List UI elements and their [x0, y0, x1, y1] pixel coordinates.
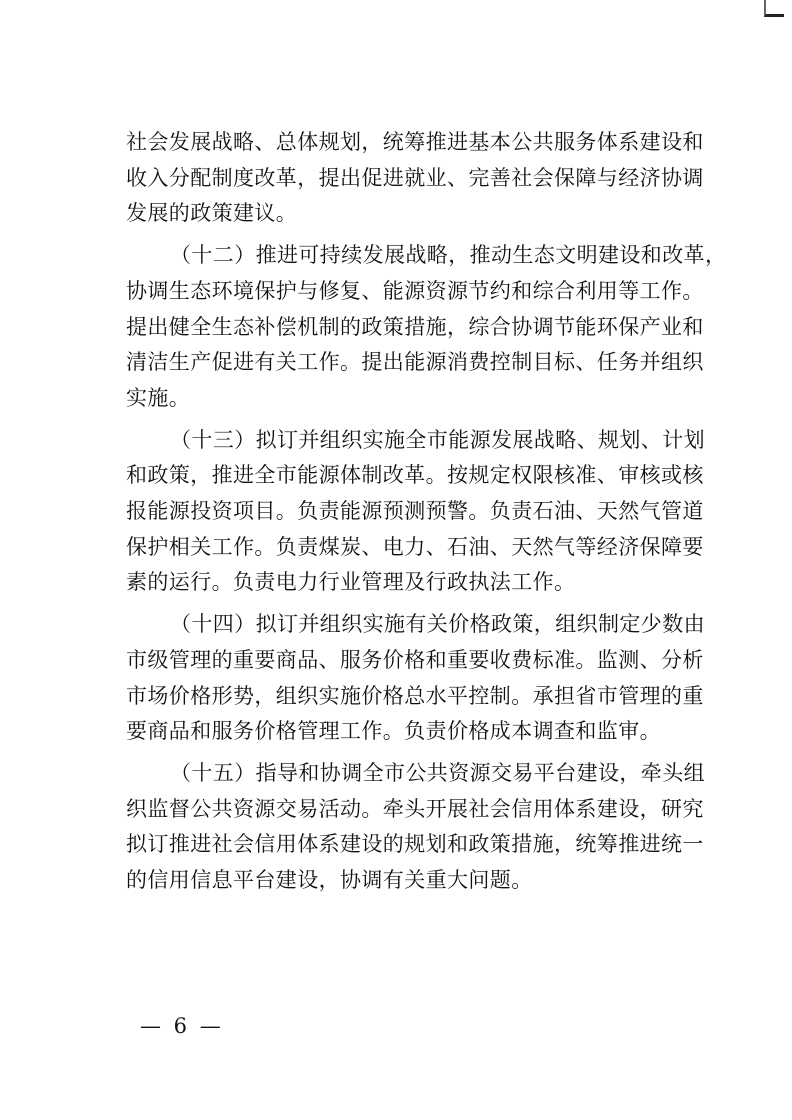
text-line: 织监督公共资源交易活动。牵头开展社会信用体系建设，研究 — [126, 796, 704, 821]
text-line: 拟订推进社会信用体系建设的规划和政策措施，统筹推进统一 — [126, 832, 704, 857]
text-line: 清洁生产促进有关工作。提出能源消费控制目标、任务并组织 — [126, 350, 704, 375]
paragraph-13 — [126, 423, 705, 602]
text-line: 收入分配制度改革，提出促进就业、完善社会保障与经济协调 — [126, 165, 704, 190]
text-line: 发展的政策建议。 — [126, 201, 298, 226]
text-line: 实施。 — [126, 385, 191, 410]
text-line: 保护相关工作。负责煤炭、电力、石油、天然气等经济保障要 — [126, 534, 704, 559]
text-line: （十三）拟订并组织实施全市能源发展战略、规划、计划 — [170, 427, 705, 452]
paragraph-15 — [126, 756, 705, 899]
text-line: 市级管理的重要商品、服务价格和重要收费标准。监测、分析 — [126, 647, 704, 672]
text-line: （十四）拟订并组织实施有关价格政策，组织制定少数由 — [170, 612, 705, 637]
text-line: 市场价格形势，组织实施价格总水平控制。承担省市管理的重 — [126, 683, 704, 708]
text-line: （十二）推进可持续发展战略，推动生态文明建设和改革， — [170, 243, 727, 268]
page-number: — 6 — — [140, 1014, 224, 1038]
text-line: 报能源投资项目。负责能源预测预警。负责石油、天然气管道 — [126, 499, 704, 524]
text-line: 提出健全生态补偿机制的政策措施，综合协调节能环保产业和 — [126, 314, 704, 339]
paragraph-1 — [126, 125, 704, 232]
text-line: 素的运行。负责电力行业管理及行政执法工作。 — [126, 570, 576, 595]
text-line: 社会发展战略、总体规划，统筹推进基本公共服务体系建设和 — [126, 130, 704, 154]
text-line: 协调生态环境保护与修复、能源资源节约和综合利用等工作。 — [126, 278, 704, 303]
text-line: 的信用信息平台建设，协调有关重大问题。 — [126, 868, 533, 893]
text-line: 要商品和服务价格管理工作。负责价格成本调查和监审。 — [126, 719, 661, 744]
paragraph-14 — [126, 607, 705, 750]
text-line: 和政策，推进全市能源体制改革。按规定权限核准、审核或核 — [126, 463, 704, 488]
scan-corner-mark — [764, 0, 784, 17]
text-line: （十五）指导和协调全市公共资源交易平台建设，牵头组 — [170, 760, 705, 785]
paragraph-12 — [126, 238, 727, 417]
document-body — [126, 125, 727, 905]
